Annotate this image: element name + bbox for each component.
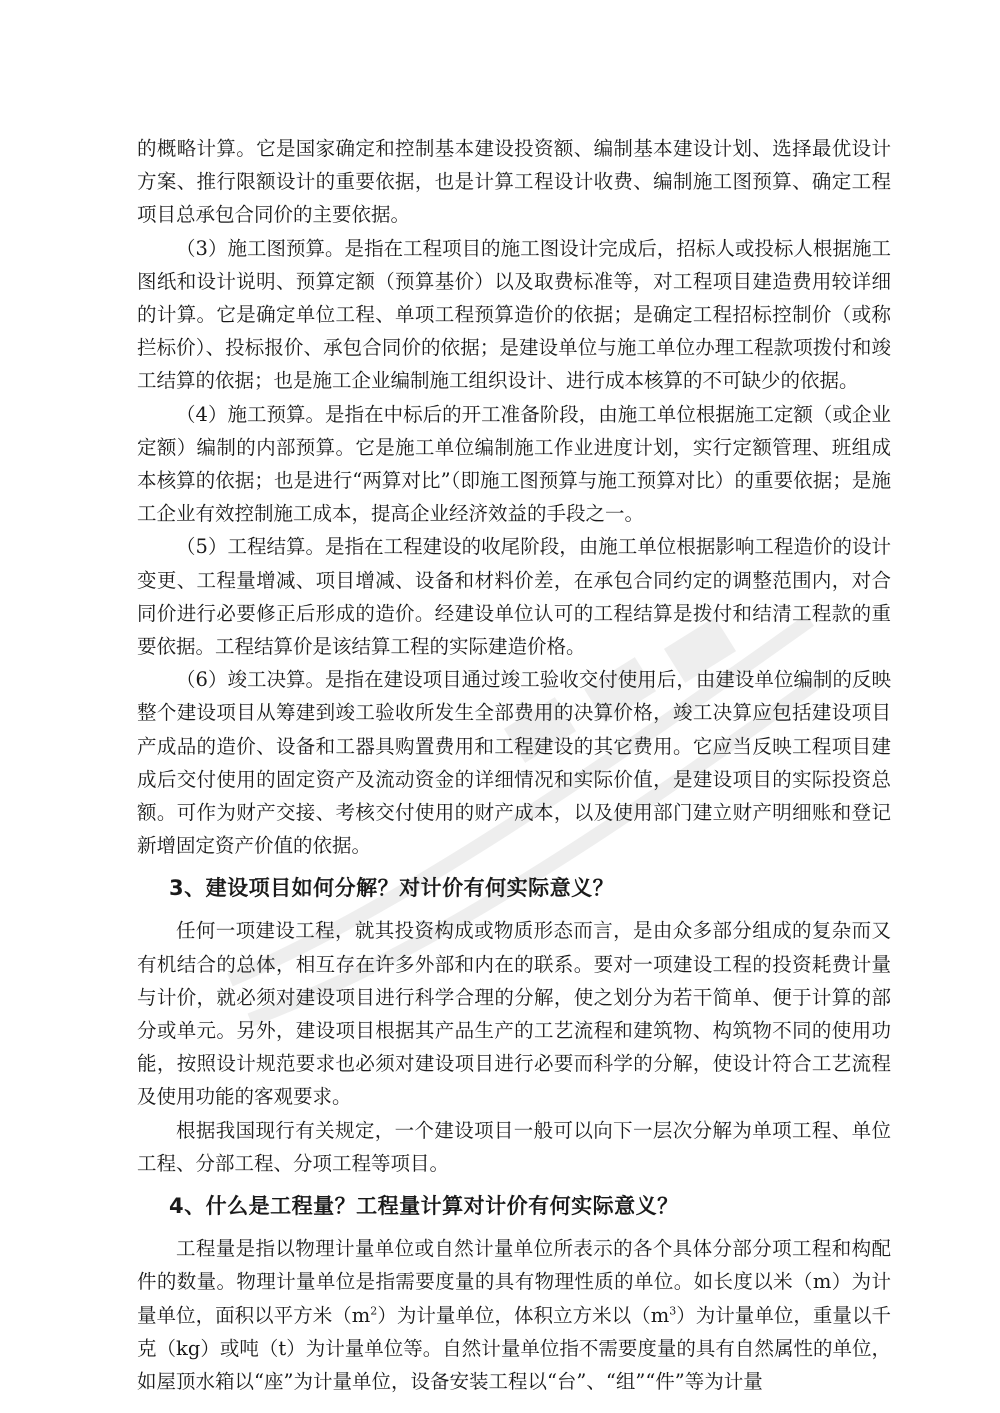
section-4-text: ）为计量单位，体积立方米以（m [377, 1303, 670, 1327]
section-3-heading: 3、建设项目如何分解？对计价有何实际意义？ [169, 876, 615, 901]
section-4-text: ）为计量单位，重量以千克（kg）或吨（t）为计量单位等。自然计量单位指不需要度量的具有自然属性的单位，如屋顶水箱以“座”为计量单位，设备安装工程以“台”、“组”“件”等为计量 [137, 1303, 891, 1393]
superscript-area: 2 [370, 1304, 378, 1317]
document-body [137, 132, 891, 1398]
paragraph-construction-budget: （4）施工预算。是指在中标后的开工准备阶段，由施工单位根据施工定额（或企业定额）编制的内部预算。它是施工单位编制施工作业进度计划，实行定额管理、班组成本核算的依据；也是进行“两算对比”（即施工图预算与施工预算对比）的重要依据；是施工企业有效控制施工成本，提高企业经济效益的手段之一。 [137, 402, 891, 526]
section-4-heading: 4、什么是工程量？工程量计算对计价有何实际意义？ [169, 1194, 679, 1219]
section-4-paragraph [137, 1232, 891, 1398]
paragraph-construction-drawing-budget: （3）施工图预算。是指在工程项目的施工图设计完成后，招标人或投标人根据施工图纸和设计说明、预算定额（预算基价）以及取费标准等，对工程项目建造费用较详细的计算。它是确定单位工程、单项工程预算造价的依据；是确定工程招标控制价（或称拦标价）、投标报价、承包合同价的依据；是建设单位与施工单位办理工程款项拨付和竣工结算的依据；也是施工企业编制施工组织设计、进行成本核算的不可缺少的依据。 [137, 236, 891, 393]
paragraph: 的概略计算。它是国家确定和控制基本建设投资额、编制基本建设计划、选择最优设计方案、推行限额设计的重要依据，也是计算工程设计收费、编制施工图预算、确定工程项目总承包合同价的主要依据。 [137, 137, 891, 227]
paragraph-project-settlement: （5）工程结算。是指在工程建设的收尾阶段，由施工单位根据影响工程造价的设计变更、工程量增减、项目增减、设备和材料价差，在承包合同约定的调整范围内，对合同价进行必要修正后形成的造价。经建设单位认可的工程结算是拨付和结清工程款的重要依据。工程结算价是该结算工程的实际建造价格。 [137, 535, 891, 659]
paragraph-final-accounts: （6）竣工决算。是指在建设项目通过竣工验收交付使用后，由建设单位编制的反映整个建设项目从筹建到竣工验收所发生全部费用的决算价格，竣工决算应包括建设项目产成品的造价、设备和工器具购置费用和工程建设的其它费用。它应当反映工程项目建成后交付使用的固定资产及流动资金的详细情况和实际价值，是建设项目的实际投资总额。可作为财产交接、考核交付使用的财产成本，以及使用部门建立财产明细账和登记新增固定资产价值的依据。 [137, 668, 891, 858]
superscript-volume: 3 [669, 1304, 677, 1317]
section-3-paragraph: 任何一项建设工程，就其投资构成或物质形态而言，是由众多部分组成的复杂而又有机结合的总体，相互存在许多外部和内在的联系。要对一项建设工程的投资耗费计量与计价，就必须对建设项目进行科学合理的分解，使之划分为若干简单、便于计算的部分或单元。另外，建设项目根据其产品生产的工艺流程和建筑物、构筑物不同的使用功能，按照设计规范要求也必须对建设项目进行必要而科学的分解，使设计符合工艺流程及使用功能的客观要求。 [137, 919, 891, 1109]
section-4-text: 工程量是指以物理计量单位或自然计量单位所表示的各个具体分部分项工程和构配件的数量。物理计量单位是指需要度量的具有物理性质的单位。如长度以米（m）为计量单位，面积以平方米（m [137, 1237, 891, 1327]
section-3-paragraph: 根据我国现行有关规定，一个建设项目一般可以向下一层次分解为单项工程、单位工程、分部工程、分项工程等项目。 [137, 1118, 891, 1175]
